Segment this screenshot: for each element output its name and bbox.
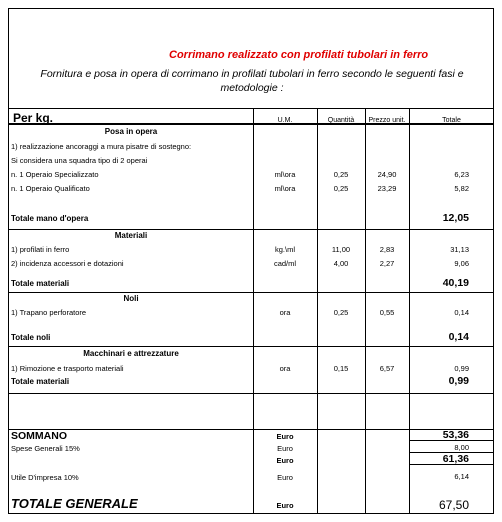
- macchinari-total-label: Totale materiali: [11, 377, 70, 386]
- sommano-value: 53,36: [442, 429, 469, 441]
- totale-generale-label: TOTALE GENERALE: [11, 496, 138, 511]
- materiali-row-qty: 4,00: [333, 259, 349, 268]
- materiali-row-total: 9,06: [454, 259, 469, 268]
- macchinari-row-um: ora: [279, 364, 291, 373]
- materiali-total-value: 40,19: [442, 277, 469, 289]
- subtotal-value: 61,36: [442, 453, 469, 465]
- macchinari-bottom-rule: [9, 393, 493, 394]
- spese-generali-label: Spese Generali 15%: [11, 444, 80, 453]
- subtotal-unit: Euro: [276, 456, 294, 465]
- posa-row-price: 23,29: [377, 184, 397, 193]
- posa-row-desc: n. 1 Operaio Qualificato: [11, 184, 90, 193]
- noli-row-qty: 0,25: [333, 308, 349, 317]
- noli-row-desc: 1) Trapano perforatore: [11, 308, 87, 317]
- document-description: Fornitura e posa in opera di corrimano in profilati tubolari in ferro secondo le seguenti fasi e metodologie :: [40, 68, 464, 94]
- macchinari-row-qty: 0,15: [333, 364, 349, 373]
- utile-impresa-label: Utile D'impresa 10%: [11, 473, 79, 482]
- noli-row-price: 0,55: [379, 308, 395, 317]
- utile-impresa-unit: Euro: [277, 473, 293, 482]
- posa-row-qty: 0,25: [333, 184, 349, 193]
- noli-section-title: Noli: [123, 294, 139, 303]
- price-header: Prezzo unit.: [368, 117, 406, 124]
- materiali-row-qty: 11,00: [331, 245, 351, 254]
- materiali-row-price: 2,83: [379, 245, 395, 254]
- posa-row-um: ml\ora: [274, 170, 296, 179]
- materiali-row-um: cad/ml: [273, 259, 297, 268]
- noli-total-label: Totale noli: [11, 333, 51, 342]
- posa-row-price: 24,90: [377, 170, 397, 179]
- posa-row-qty: 0,25: [333, 170, 349, 179]
- totale-generale-value: 67,50: [438, 498, 469, 512]
- qty-header: Quantità: [327, 117, 355, 124]
- macchinari-row-total: 0,99: [454, 364, 469, 373]
- materiali-row-um: kg.\ml: [274, 245, 295, 254]
- noli-bottom-rule: [9, 346, 493, 347]
- materiali-total-label: Totale materiali: [11, 279, 70, 288]
- spese-generali-unit: Euro: [277, 444, 293, 453]
- macchinari-section-title: Macchinari e attrezzature: [83, 349, 179, 358]
- total-header: Totale: [442, 117, 461, 124]
- materiali-row-total: 31,13: [450, 245, 469, 254]
- posa-line-1: 1) realizzazione ancoraggi a mura pisatre di sostegno:: [11, 142, 192, 151]
- posa-line-2: Si considera una squadra tipo di 2 operai: [11, 156, 148, 165]
- cost-analysis-sheet: [8, 8, 494, 514]
- macchinari-row-price: 6,57: [379, 364, 395, 373]
- posa-section-title: Posa in opera: [104, 127, 158, 136]
- spese-generali-value: 8,00: [454, 443, 469, 452]
- header-top-rule: [9, 108, 493, 109]
- materiali-row-desc: 2) incidenza accessori e dotazioni: [11, 259, 124, 268]
- materiali-row-price: 2,27: [379, 259, 395, 268]
- sommano-label: SOMMANO: [11, 430, 67, 442]
- posa-row-total: 5,82: [454, 184, 469, 193]
- posa-total-value: 12,05: [442, 212, 469, 224]
- header-bottom-rule-2: [9, 124, 493, 125]
- posa-total-label: Totale mano d'opera: [11, 214, 89, 223]
- macchinari-row-desc: 1) Rimozione e trasporto materiali: [11, 364, 124, 373]
- materiali-bottom-rule: [9, 292, 493, 293]
- posa-row-total: 6,23: [454, 170, 469, 179]
- um-header: U.M.: [277, 117, 293, 124]
- noli-row-total: 0,14: [454, 308, 469, 317]
- materiali-section-title: Materiali: [114, 231, 148, 240]
- posa-bottom-rule: [9, 229, 493, 230]
- posa-row-um: ml\ora: [274, 184, 296, 193]
- document-title: Corrimano realizzato con profilati tubolari in ferro: [169, 49, 429, 61]
- sommano-unit: Euro: [276, 432, 294, 441]
- noli-total-value: 0,14: [448, 331, 469, 343]
- utile-impresa-value: 6,14: [454, 472, 469, 481]
- posa-row-desc: n. 1 Operaio Specializzato: [11, 170, 99, 179]
- noli-row-um: ora: [279, 308, 291, 317]
- totale-generale-unit: Euro: [276, 501, 294, 510]
- macchinari-total-value: 0,99: [448, 375, 469, 387]
- materiali-row-desc: 1) profilati in ferro: [11, 245, 70, 254]
- per-kg-header: Per kg.: [13, 111, 54, 125]
